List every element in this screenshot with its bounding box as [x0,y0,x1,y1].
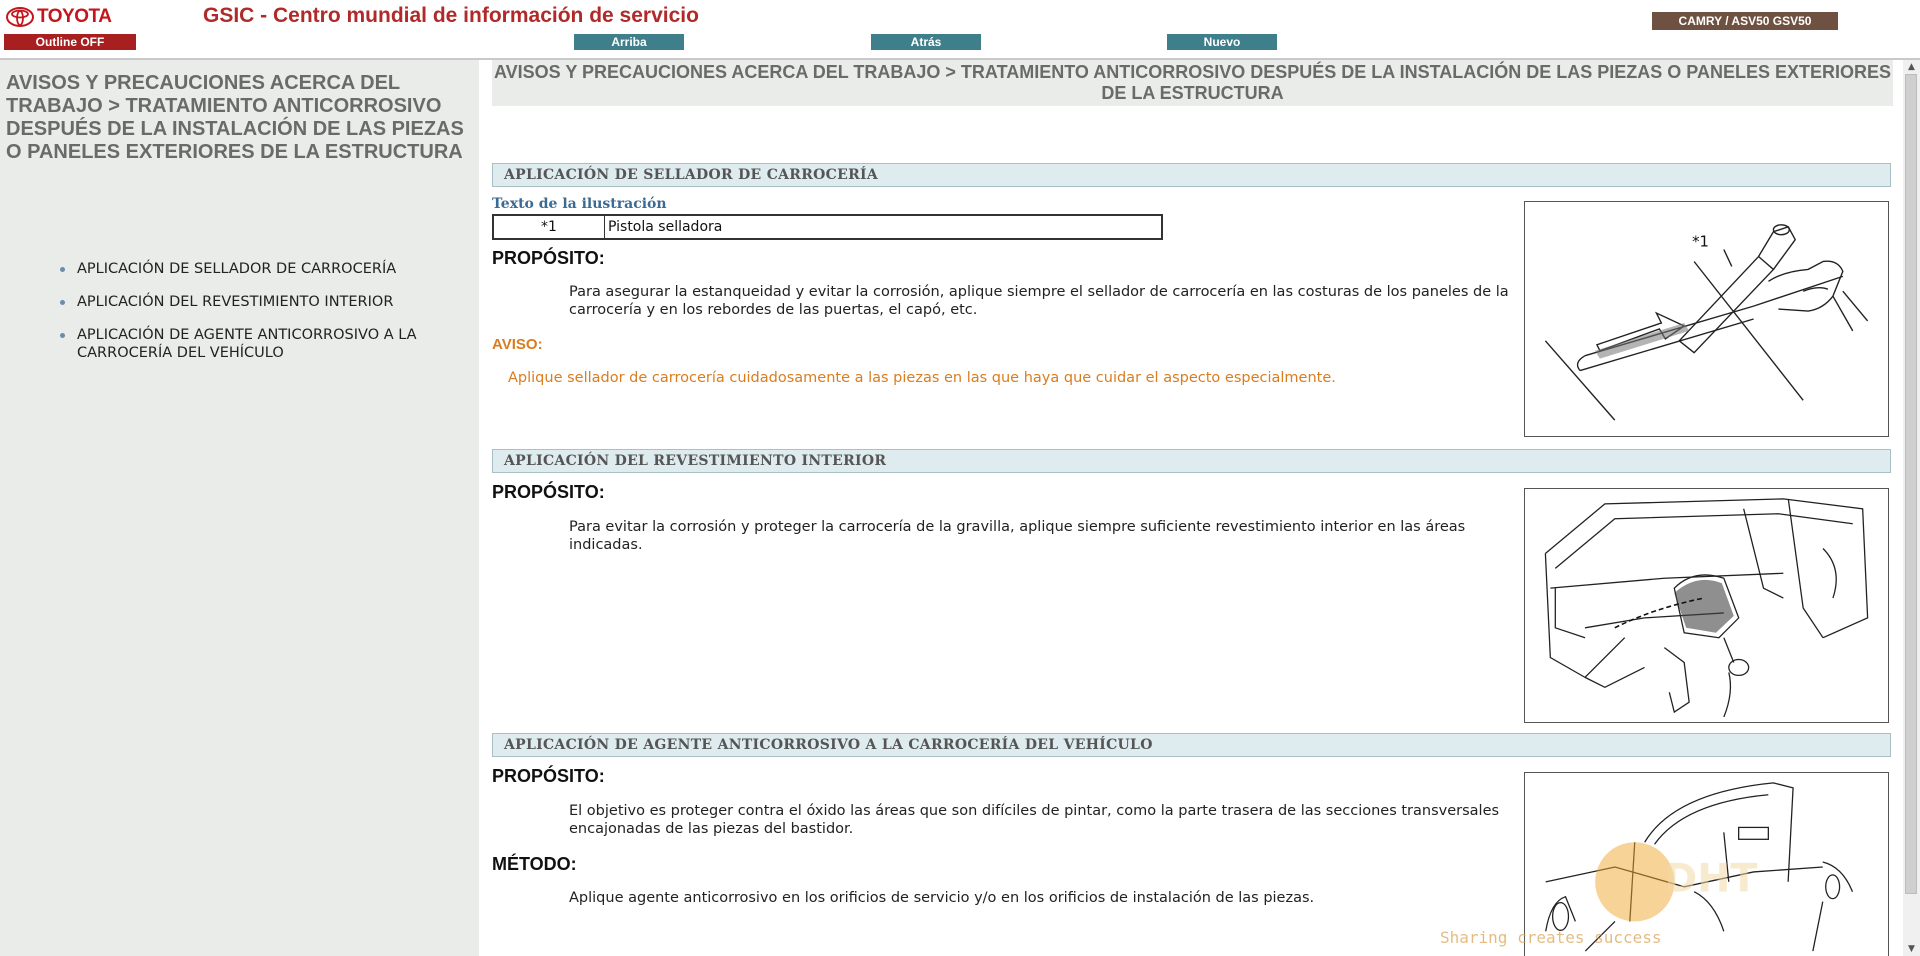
svg-text:DHT: DHT [1664,855,1758,902]
sealer-gun-drawing [1525,202,1888,436]
purpose-heading: PROPÓSITO: [492,482,605,502]
page-title-band [492,60,1893,106]
watermark-text: Sharing creates success [1440,928,1662,947]
scroll-thumb[interactable] [1905,74,1917,894]
watermark-logo-icon [1595,842,1674,921]
section-title: APLICACIÓN DEL REVESTIMIENTO INTERIOR [504,453,887,469]
purpose-text: El objetivo es proteger contra el óxido las áreas que son difíciles de pintar, como la parte trasera de las secciones transversales encajonadas de las piezas del bastidor. [569,803,1500,837]
purpose-heading: PROPÓSITO: [492,766,605,786]
sidebar-item-undercoat[interactable]: APLICACIÓN DEL REVESTIMIENTO INTERIOR [58,293,458,311]
sidebar-links [58,260,458,377]
logo-text: TOYOTA [37,6,112,27]
sidebar-item-anticorrosion[interactable]: APLICACIÓN DE AGENTE ANTICORROSIVO A LA CARROCERÍA DEL VEHÍCULO [58,326,458,362]
section-title: APLICACIÓN DE SELLADOR DE CARROCERÍA [504,167,879,183]
figure-callout-label: *1 [1692,232,1710,251]
illustration-label: Texto de la ilustración [492,196,667,212]
toyota-emblem-icon [6,7,34,27]
undercoat-illustration [1524,488,1889,723]
purpose-heading: PROPÓSITO: [492,248,605,268]
notice-text: Aplique sellador de carrocería cuidadosamente a las piezas en las que haya que cuidar el aspecto especialmente. [508,370,1336,386]
page-title: AVISOS Y PRECAUCIONES ACERCA DEL TRABAJO > TRATAMIENTO ANTICORROSIVO DESPUÉS DE LA INSTALACIÓN DE LAS PIEZAS O PANELES EXTERIORES DE LA ESTRUCTURA [494,62,1891,103]
scroll-down-arrow-icon[interactable]: ▼ [1908,944,1915,954]
outline-toggle-button[interactable]: Outline OFF [4,34,136,50]
content-scrollbar[interactable] [1903,60,1920,956]
scroll-up-arrow-icon[interactable]: ▲ [1908,62,1915,72]
toyota-logo [6,5,111,29]
section-header-sealer [492,163,1891,187]
illustration-table [492,214,1163,240]
back-button[interactable]: Atrás [871,34,981,50]
model-badge: CAMRY / ASV50 GSV50 [1652,12,1838,30]
app-header [0,0,1920,60]
purpose-text: Para evitar la corrosión y proteger la carrocería de la gravilla, aplique siempre suficiente revestimiento interior en las áreas indicadas. [569,519,1466,553]
sidebar-item-sealer[interactable]: APLICACIÓN DE SELLADOR DE CARROCERÍA [58,260,458,278]
method-heading: MÉTODO: [492,854,577,874]
purpose-text: Para asegurar la estanqueidad y evitar la corrosión, aplique siempre el sellador de carrocería en las costuras de los paneles de la carrocería y en los rebordes de las puertas, el capó, etc. [569,284,1509,318]
main-content [480,60,1920,956]
up-button[interactable]: Arriba [574,34,684,50]
section-title: APLICACIÓN DE AGENTE ANTICORROSIVO A LA CARROCERÍA DEL VEHÍCULO [504,737,1153,753]
outline-sidebar [0,60,479,956]
section-header-undercoat [492,449,1891,473]
method-text: Aplique agente anticorrosivo en los orificios de servicio y/o en los orificios de instalación de las piezas. [569,890,1315,906]
table-value-cell: Pistola selladora [608,219,723,235]
vehicle-underbody-drawing [1525,489,1888,722]
section-header-anticorrosion [492,733,1891,757]
new-button[interactable]: Nuevo [1167,34,1277,50]
notice-heading: AVISO: [492,336,543,353]
app-title: GSIC - Centro mundial de información de servicio [203,4,699,27]
sealer-gun-illustration [1524,201,1889,437]
table-key-cell: *1 [494,216,605,238]
sidebar-title: AVISOS Y PRECAUCIONES ACERCA DEL TRABAJO > TRATAMIENTO ANTICORROSIVO DESPUÉS DE LA INSTALACIÓN DE LAS PIEZAS O PANELES EXTERIORES DE LA ESTRUCTURA [6,72,464,163]
